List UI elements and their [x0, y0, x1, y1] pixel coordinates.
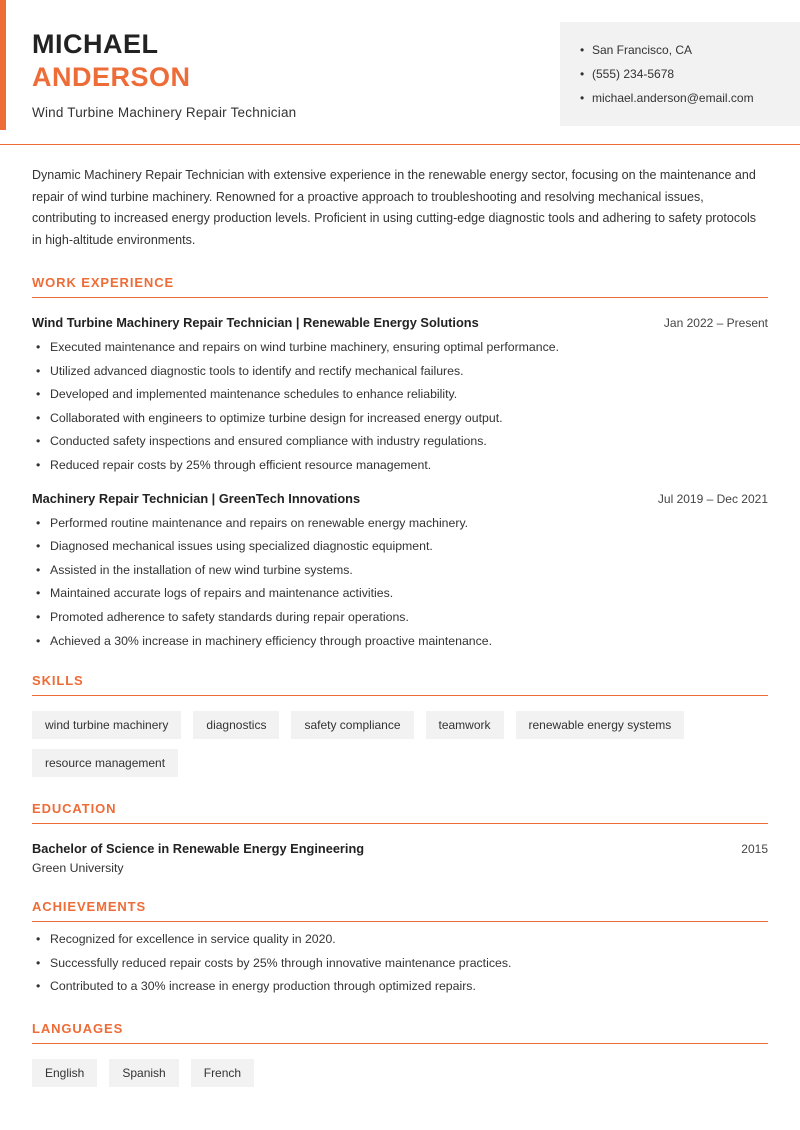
skills-tag-list [32, 711, 768, 777]
section-achievements [32, 899, 768, 995]
bullet-icon: • [580, 67, 585, 81]
contact-email-text: michael.anderson@email.com [592, 91, 754, 105]
job-title: Wind Turbine Machinery Repair Technician | Renewable Energy Solutions [32, 315, 479, 330]
achievement-list [32, 931, 768, 995]
achievement-item: • Recognized for excellence in service quality in 2020. [32, 931, 768, 948]
job-bullet: • Executed maintenance and repairs on wind turbine machinery, ensuring optimal performance. [32, 339, 768, 356]
languages-tag-list [32, 1059, 768, 1087]
contact-block [560, 22, 800, 126]
resume-body [0, 165, 800, 1087]
achievement-item: • Contributed to a 30% increase in energy production through optimized repairs. [32, 978, 768, 995]
professional-summary: Dynamic Machinery Repair Technician with extensive experience in the renewable energy sector, focusing on the maintenance and repair of wind turbine machinery. Renowned for a proactive approach to troubleshooting and resolving mechanical issues, contributing to increased energy production levels. Proficient in using cutting-edge diagnostic tools and adhering to safety protocols in high-altitude environments. [32, 168, 757, 247]
job-bullet: • Conducted safety inspections and ensured compliance with industry regulations. [32, 433, 768, 450]
contact-phone [578, 62, 776, 86]
resume-header [0, 0, 800, 126]
contact-phone-text: (555) 234-5678 [592, 67, 675, 81]
contact-location [578, 38, 776, 62]
contact-location-text: San Francisco, CA [592, 43, 693, 57]
section-title-languages: LANGUAGES [32, 1020, 124, 1036]
job-bullet-list [32, 339, 768, 474]
section-divider [32, 297, 768, 298]
header-identity [0, 22, 296, 120]
section-divider [32, 695, 768, 696]
skill-tag: teamwork [426, 711, 504, 739]
job-bullet: • Collaborated with engineers to optimize turbine design for increased energy output. [32, 410, 768, 427]
job-bullet: • Achieved a 30% increase in machinery efficiency through proactive maintenance. [32, 633, 768, 650]
section-title-work-experience: WORK EXPERIENCE [32, 275, 175, 290]
skill-tag: safety compliance [291, 711, 413, 739]
language-tag: Spanish [109, 1059, 178, 1087]
job-bullet-list [32, 515, 768, 650]
section-title-achievements: ACHIEVEMENTS [32, 899, 147, 915]
job-bullet: • Maintained accurate logs of repairs and maintenance activities. [32, 585, 768, 602]
contact-email[interactable] [578, 86, 776, 110]
language-tag: English [32, 1059, 97, 1087]
headline-job-title: Wind Turbine Machinery Repair Technician [32, 104, 297, 120]
skill-tag: wind turbine machinery [32, 711, 181, 739]
job-bullet: • Utilized advanced diagnostic tools to identify and rectify mechanical failures. [32, 363, 768, 380]
section-title-education: EDUCATION [32, 801, 117, 817]
education-entry [32, 841, 768, 875]
section-work-experience [32, 275, 768, 649]
language-tag: French [191, 1059, 254, 1087]
first-name: MICHAEL [32, 29, 159, 59]
skill-tag: diagnostics [193, 711, 279, 739]
bullet-icon: • [580, 43, 585, 57]
section-divider [32, 823, 768, 824]
job-header [32, 491, 768, 506]
section-title-skills: SKILLS [32, 673, 84, 689]
education-school: Green University [32, 861, 124, 876]
job-dates: Jan 2022 – Present [663, 316, 768, 330]
job-title: Machinery Repair Technician | GreenTech Innovations [32, 490, 361, 506]
job-bullet: • Diagnosed mechanical issues using specialized diagnostic equipment. [32, 538, 768, 555]
job-bullet: • Developed and implemented maintenance schedules to enhance reliability. [32, 386, 768, 403]
skill-tag: renewable energy systems [516, 711, 685, 739]
job-bullet: • Reduced repair costs by 25% through efficient resource management. [32, 457, 768, 474]
section-skills [32, 673, 768, 777]
job-dates: Jul 2019 – Dec 2021 [657, 491, 768, 506]
education-degree: Bachelor of Science in Renewable Energy Engineering [32, 841, 365, 857]
education-header [32, 841, 768, 856]
job-header [32, 315, 768, 330]
job-bullet: • Performed routine maintenance and repairs on renewable energy machinery. [32, 515, 768, 532]
last-name: ANDERSON [32, 61, 191, 92]
section-divider [32, 1043, 768, 1044]
section-divider [32, 921, 768, 922]
job-bullet: • Assisted in the installation of new wind turbine systems. [32, 562, 768, 579]
education-year: 2015 [741, 842, 768, 857]
job-entry [32, 491, 768, 650]
achievement-item: • Successfully reduced repair costs by 25% through innovative maintenance practices. [32, 955, 768, 972]
bullet-icon: • [580, 91, 585, 105]
job-bullet: • Promoted adherence to safety standards during repair operations. [32, 609, 768, 626]
skill-tag: resource management [32, 749, 178, 777]
accent-bar [0, 0, 6, 130]
header-divider [0, 144, 800, 145]
job-entry [32, 315, 768, 474]
section-languages [32, 1021, 768, 1087]
section-education [32, 801, 768, 875]
